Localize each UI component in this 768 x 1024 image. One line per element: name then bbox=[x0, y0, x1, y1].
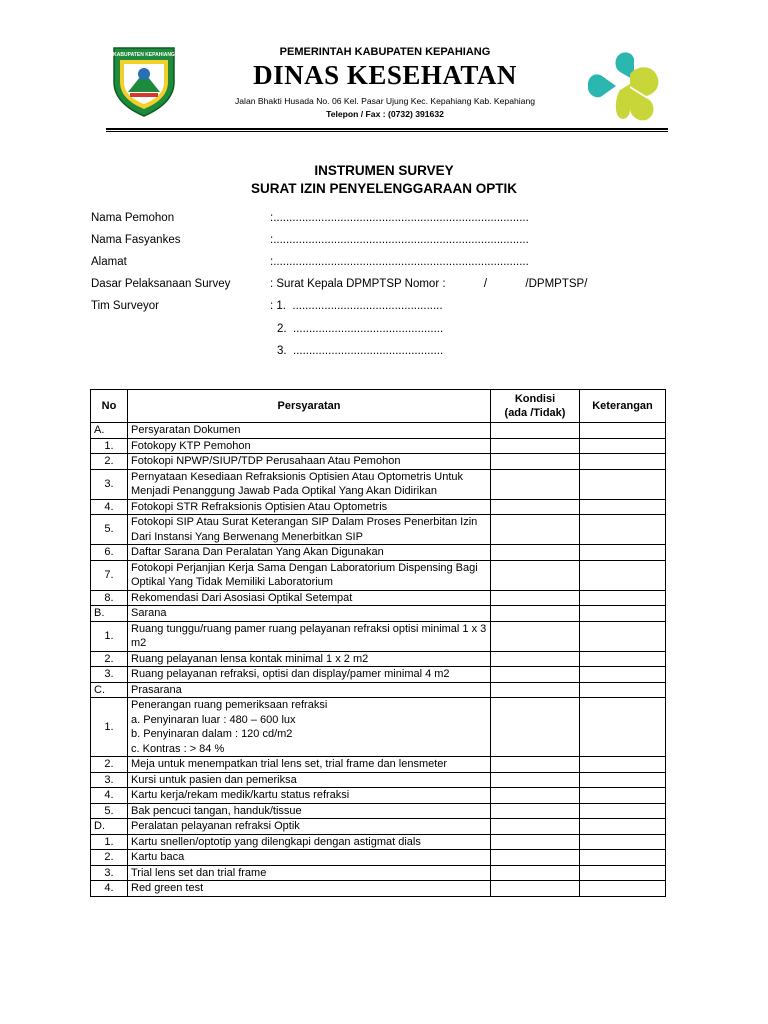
row-number: 2. bbox=[91, 850, 128, 866]
table-row bbox=[91, 865, 666, 881]
row-number: 3. bbox=[91, 667, 128, 683]
form-field-surveyor-3: 3. ............................................... bbox=[277, 345, 444, 357]
row-number: 2. bbox=[91, 757, 128, 773]
requirement-text: Trial lens set dan trial frame bbox=[128, 865, 491, 881]
row-number: 5. bbox=[91, 803, 128, 819]
notes-cell[interactable] bbox=[580, 881, 666, 897]
condition-cell[interactable] bbox=[491, 545, 580, 561]
row-number: D. bbox=[91, 819, 128, 835]
notes-cell[interactable] bbox=[580, 667, 666, 683]
requirement-text: Kartu kerja/rekam medik/kartu status refraksi bbox=[128, 788, 491, 804]
condition-cell[interactable] bbox=[491, 803, 580, 819]
agency-name: DINAS KESEHATAN bbox=[253, 60, 517, 90]
condition-cell[interactable] bbox=[491, 438, 580, 454]
notes-cell[interactable] bbox=[580, 515, 666, 545]
row-number: 3. bbox=[91, 865, 128, 881]
form-field-address: :................................................................................ bbox=[270, 256, 529, 268]
notes-cell[interactable] bbox=[580, 560, 666, 590]
header-notes: Keterangan bbox=[580, 390, 666, 423]
table-section-row bbox=[91, 819, 666, 835]
row-number: 8. bbox=[91, 590, 128, 606]
notes-cell[interactable] bbox=[580, 621, 666, 651]
section-title: Persyaratan Dokumen bbox=[128, 423, 491, 439]
condition-cell[interactable] bbox=[491, 590, 580, 606]
notes-cell[interactable] bbox=[580, 772, 666, 788]
table-row bbox=[91, 621, 666, 651]
requirement-text: Daftar Sarana Dan Peralatan Yang Akan Digunakan bbox=[128, 545, 491, 561]
condition-cell[interactable] bbox=[491, 682, 580, 698]
table-header-row bbox=[91, 390, 666, 423]
header-condition-label: Kondisi bbox=[514, 392, 556, 405]
requirement-text: Kursi untuk pasien dan pemeriksa bbox=[128, 772, 491, 788]
notes-cell[interactable] bbox=[580, 606, 666, 622]
condition-cell[interactable] bbox=[491, 788, 580, 804]
condition-cell[interactable] bbox=[491, 881, 580, 897]
row-number: 3. bbox=[91, 469, 128, 499]
table-section-row bbox=[91, 423, 666, 439]
condition-cell[interactable] bbox=[491, 698, 580, 757]
svg-text:KABUPATEN KEPAHIANG: KABUPATEN KEPAHIANG bbox=[113, 52, 175, 58]
header-requirement: Persyaratan bbox=[128, 390, 491, 423]
notes-cell[interactable] bbox=[580, 698, 666, 757]
requirement-text: Fotokopi STR Refraksionis Optisien Atau Optometris bbox=[128, 499, 491, 515]
section-title: Sarana bbox=[128, 606, 491, 622]
agency-phone: Telepon / Fax : (0732) 391632 bbox=[326, 109, 444, 119]
requirement-text: Fotokopi NPWP/SIUP/TDP Perusahaan Atau Pemohon bbox=[128, 454, 491, 470]
condition-cell[interactable] bbox=[491, 499, 580, 515]
table-row bbox=[91, 651, 666, 667]
notes-cell[interactable] bbox=[580, 850, 666, 866]
requirement-text: Pernyataan Kesediaan Refraksionis Optisien Atau Optometris Untuk Menjadi Penanggung Jawab Pada Optikal Yang Akan Didirikan bbox=[128, 469, 491, 499]
requirement-text: Penerangan ruang pemeriksaan refraksi a. Penyinaran luar : 480 – 600 lux b. Penyinaran dalam : 120 cd/m2 c. Kontras : > 84 % bbox=[128, 698, 491, 757]
government-name: PEMERINTAH KABUPATEN KEPAHIANG bbox=[279, 46, 491, 58]
section-title: Prasarana bbox=[128, 682, 491, 698]
notes-cell[interactable] bbox=[580, 865, 666, 881]
condition-cell[interactable] bbox=[491, 850, 580, 866]
requirement-text: Fotokopi Perjanjian Kerja Sama Dengan Laboratorium Dispensing Bagi Optikal Yang Tidak Memiliki Laboratorium bbox=[128, 560, 491, 590]
table-section-row bbox=[91, 682, 666, 698]
notes-cell[interactable] bbox=[580, 757, 666, 773]
form-label-facility: Nama Fasyankes bbox=[91, 234, 181, 246]
notes-cell[interactable] bbox=[580, 469, 666, 499]
table-row bbox=[91, 454, 666, 470]
requirement-text: Rekomendasi Dari Asosiasi Optikal Setempat bbox=[128, 590, 491, 606]
table-section-row bbox=[91, 606, 666, 622]
condition-cell[interactable] bbox=[491, 819, 580, 835]
condition-cell[interactable] bbox=[491, 757, 580, 773]
notes-cell[interactable] bbox=[580, 682, 666, 698]
requirement-text: Ruang pelayanan lensa kontak minimal 1 x 2 m2 bbox=[128, 651, 491, 667]
row-number: 3. bbox=[91, 772, 128, 788]
requirements-table bbox=[90, 389, 666, 897]
form-label-surveyor-team: Tim Surveyor bbox=[91, 300, 159, 312]
condition-cell[interactable] bbox=[491, 606, 580, 622]
table-row bbox=[91, 469, 666, 499]
form-field-survey-basis: : Surat Kepala DPMPTSP Nomor : / /DPMPTSP/ bbox=[270, 278, 588, 290]
condition-cell[interactable] bbox=[491, 560, 580, 590]
table-row bbox=[91, 667, 666, 683]
notes-cell[interactable] bbox=[580, 423, 666, 439]
condition-cell[interactable] bbox=[491, 515, 580, 545]
requirement-text: Fotokopi SIP Atau Surat Keterangan SIP Dalam Proses Penerbitan Izin Dari Instansi Yang Berwenang Menerbitkan SIP bbox=[128, 515, 491, 545]
form-label-address: Alamat bbox=[91, 256, 127, 268]
requirement-text: Kartu baca bbox=[128, 850, 491, 866]
table-row bbox=[91, 850, 666, 866]
table-row bbox=[91, 803, 666, 819]
table-body bbox=[91, 423, 666, 897]
row-number: B. bbox=[91, 606, 128, 622]
row-number: 2. bbox=[91, 651, 128, 667]
requirement-text: Fotokopy KTP Pemohon bbox=[128, 438, 491, 454]
document-title: INSTRUMEN SURVEY bbox=[314, 163, 454, 178]
header-condition bbox=[491, 390, 580, 423]
notes-cell[interactable] bbox=[580, 499, 666, 515]
table-row bbox=[91, 698, 666, 757]
row-number: 4. bbox=[91, 788, 128, 804]
form-field-facility: :................................................................................ bbox=[270, 234, 529, 246]
condition-cell[interactable] bbox=[491, 651, 580, 667]
table-row bbox=[91, 757, 666, 773]
header-divider bbox=[106, 128, 668, 130]
notes-cell[interactable] bbox=[580, 834, 666, 850]
requirement-text: Kartu snellen/optotip yang dilengkapi dengan astigmat dials bbox=[128, 834, 491, 850]
row-number: C. bbox=[91, 682, 128, 698]
requirement-text: Meja untuk menempatkan trial lens set, trial frame dan lensmeter bbox=[128, 757, 491, 773]
table-row bbox=[91, 590, 666, 606]
regency-seal-logo bbox=[110, 44, 178, 118]
notes-cell[interactable] bbox=[580, 454, 666, 470]
row-number: 5. bbox=[91, 515, 128, 545]
header-condition-options: (ada /Tidak) bbox=[504, 407, 566, 419]
section-title: Peralatan pelayanan refraksi Optik bbox=[128, 819, 491, 835]
condition-cell[interactable] bbox=[491, 621, 580, 651]
row-number: A. bbox=[91, 423, 128, 439]
notes-cell[interactable] bbox=[580, 651, 666, 667]
row-number: 1. bbox=[91, 698, 128, 757]
document-subtitle: SURAT IZIN PENYELENGGARAAN OPTIK bbox=[250, 181, 517, 196]
form-field-applicant: :................................................................................ bbox=[270, 212, 529, 224]
notes-cell[interactable] bbox=[580, 545, 666, 561]
table-row bbox=[91, 834, 666, 850]
form-label-survey-basis: Dasar Pelaksanaan Survey bbox=[91, 278, 231, 290]
header-no: No bbox=[91, 390, 128, 423]
row-number: 1. bbox=[91, 834, 128, 850]
form-field-surveyor-2: 2. ............................................... bbox=[277, 323, 444, 335]
agency-address: Jalan Bhakti Husada No. 06 Kel. Pasar Ujung Kec. Kepahiang Kab. Kepahiang bbox=[234, 96, 536, 106]
table-row bbox=[91, 560, 666, 590]
table-row bbox=[91, 788, 666, 804]
table-row bbox=[91, 881, 666, 897]
table-row bbox=[91, 772, 666, 788]
notes-cell[interactable] bbox=[580, 788, 666, 804]
header-divider-thin bbox=[106, 131, 668, 132]
notes-cell[interactable] bbox=[580, 590, 666, 606]
table-row bbox=[91, 515, 666, 545]
row-number: 2. bbox=[91, 454, 128, 470]
form-label-applicant: Nama Pemohon bbox=[91, 212, 175, 224]
notes-cell[interactable] bbox=[580, 438, 666, 454]
condition-cell[interactable] bbox=[491, 865, 580, 881]
health-ministry-logo bbox=[586, 50, 666, 122]
notes-cell[interactable] bbox=[580, 819, 666, 835]
table-row bbox=[91, 499, 666, 515]
condition-cell[interactable] bbox=[491, 469, 580, 499]
condition-cell[interactable] bbox=[491, 454, 580, 470]
row-number: 1. bbox=[91, 438, 128, 454]
row-number: 6. bbox=[91, 545, 128, 561]
requirement-text: Ruang tunggu/ruang pamer ruang pelayanan refraksi optisi minimal 1 x 3 m2 bbox=[128, 621, 491, 651]
condition-cell[interactable] bbox=[491, 772, 580, 788]
requirement-text: Red green test bbox=[128, 881, 491, 897]
requirement-text: Ruang pelayanan refraksi, optisi dan display/pamer minimal 4 m2 bbox=[128, 667, 491, 683]
row-number: 1. bbox=[91, 621, 128, 651]
form-field-surveyor-1: : 1. ............................................... bbox=[270, 300, 443, 312]
requirement-text: Bak pencuci tangan, handuk/tissue bbox=[128, 803, 491, 819]
table-row bbox=[91, 545, 666, 561]
row-number: 7. bbox=[91, 560, 128, 590]
table-row bbox=[91, 438, 666, 454]
condition-cell[interactable] bbox=[491, 834, 580, 850]
condition-cell[interactable] bbox=[491, 423, 580, 439]
notes-cell[interactable] bbox=[580, 803, 666, 819]
condition-cell[interactable] bbox=[491, 667, 580, 683]
row-number: 4. bbox=[91, 499, 128, 515]
row-number: 4. bbox=[91, 881, 128, 897]
